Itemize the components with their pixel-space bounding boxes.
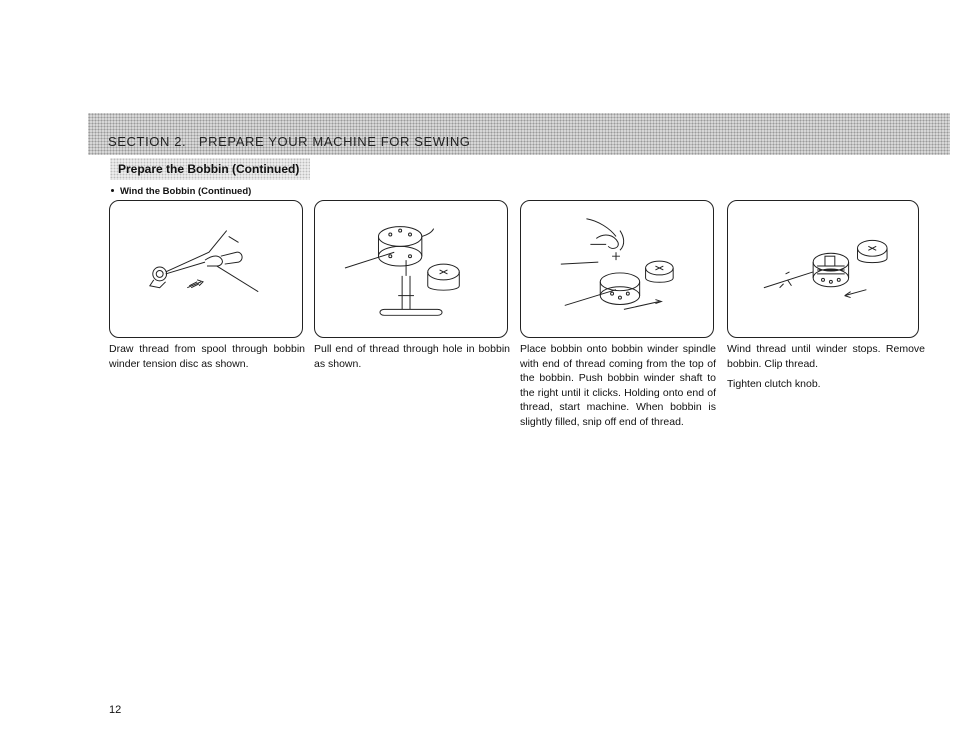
- bobbin-thread-hole-illustration-icon: [315, 201, 507, 337]
- section-title: SECTION 2. PREPARE YOUR MACHINE FOR SEWING: [108, 134, 471, 149]
- bullet-dot-icon: [111, 189, 114, 192]
- bobbin-winder-spindle-illustration-icon: [521, 201, 713, 337]
- page-number: 12: [109, 704, 122, 716]
- step-paragraph: Draw thread from spool through bobbin winder tension disc as shown.: [109, 343, 305, 370]
- step-paragraph: Pull end of thread through hole in bobbin as shown.: [314, 343, 510, 370]
- step-paragraph: Wind thread until winder stops. Remove bobbin. Clip thread.: [727, 343, 925, 370]
- illustration-panel-2: [314, 200, 508, 338]
- step-caption-1: [109, 342, 305, 371]
- illustration-panel-3: [520, 200, 714, 338]
- step-paragraph: Place bobbin onto bobbin winder spindle with end of thread coming from the top of the bobbin. Push bobbin winder shaft to the right until it clicks. Holding onto end of thread, start machine. When bobbin is slightly filled, snip off end of thread.: [520, 343, 716, 428]
- step-paragraph: Tighten clutch knob.: [727, 378, 821, 390]
- bullet-text: Wind the Bobbin (Continued): [120, 186, 252, 197]
- illustration-panel-1: [109, 200, 303, 338]
- step-caption-3: [520, 342, 716, 429]
- full-bobbin-clip-illustration-icon: [728, 201, 918, 337]
- illustration-panel-4: [727, 200, 919, 338]
- step-caption-2: [314, 342, 510, 371]
- thread-tension-disc-illustration-icon: [110, 201, 302, 337]
- bullet-item: [111, 186, 251, 197]
- step-caption-4: [727, 342, 925, 392]
- subheading: Prepare the Bobbin (Continued): [118, 162, 300, 176]
